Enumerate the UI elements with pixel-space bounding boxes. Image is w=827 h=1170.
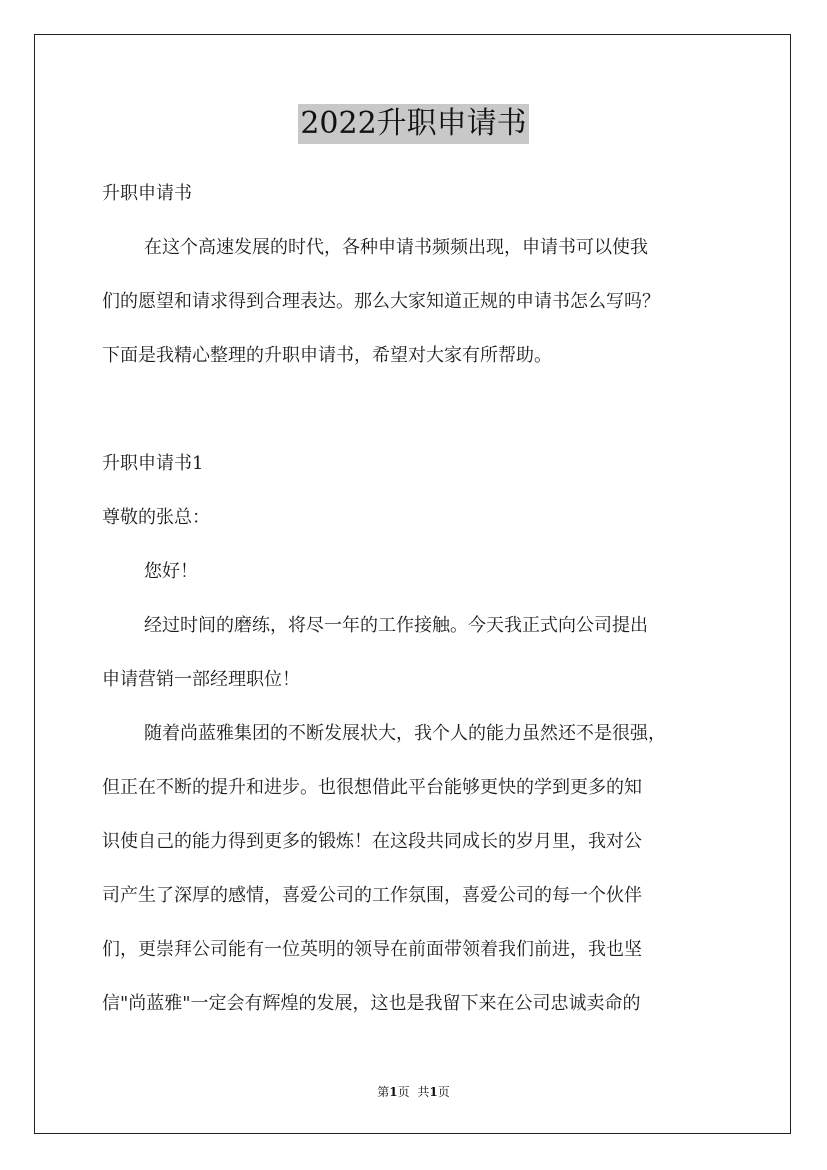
paragraph-line: 在这个高速发展的时代，各种申请书频频出现，申请书可以使我 bbox=[144, 237, 648, 258]
total-pages: 1 bbox=[429, 1085, 438, 1099]
page-suffix: 页 bbox=[397, 1085, 410, 1099]
section-heading: 升职申请书1 bbox=[102, 453, 204, 474]
page-footer bbox=[0, 1084, 827, 1100]
document-title: 2022升职申请书 bbox=[298, 104, 528, 144]
total-suffix: 页 bbox=[437, 1085, 450, 1099]
paragraph-line: 但正在不断的提升和进步。也很想借此平台能够更快的学到更多的知 bbox=[102, 777, 642, 798]
greeting: 您好！ bbox=[144, 561, 198, 582]
page-number: 1 bbox=[389, 1085, 398, 1099]
paragraph-line: 经过时间的磨练，将尽一年的工作接触。今天我正式向公司提出 bbox=[144, 615, 648, 636]
paragraph-line: 识使自己的能力得到更多的锻炼！在这段共同成长的岁月里，我对公 bbox=[102, 831, 642, 852]
section-heading: 升职申请书 bbox=[102, 183, 192, 204]
paragraph-line: 信"尚蓝雅"一定会有辉煌的发展，这也是我留下来在公司忠诚卖命的 bbox=[102, 993, 641, 1014]
paragraph-line: 随着尚蓝雅集团的不断发展状大，我个人的能力虽然还不是很强， bbox=[144, 723, 666, 744]
paragraph-line: 们，更崇拜公司能有一位英明的领导在前面带领着我们前进，我也坚 bbox=[102, 939, 642, 960]
paragraph-line: 申请营销一部经理职位！ bbox=[102, 669, 300, 690]
total-prefix: 共 bbox=[417, 1085, 430, 1099]
paragraph-line: 下面是我精心整理的升职申请书，希望对大家有所帮助。 bbox=[102, 345, 552, 366]
title-container bbox=[0, 104, 827, 144]
paragraph-line: 们的愿望和请求得到合理表达。那么大家知道正规的申请书怎么写吗？ bbox=[102, 291, 660, 312]
salutation: 尊敬的张总： bbox=[102, 507, 210, 528]
paragraph-line: 司产生了深厚的感情，喜爱公司的工作氛围，喜爱公司的每一个伙伴 bbox=[102, 885, 642, 906]
page-prefix: 第 bbox=[377, 1085, 390, 1099]
